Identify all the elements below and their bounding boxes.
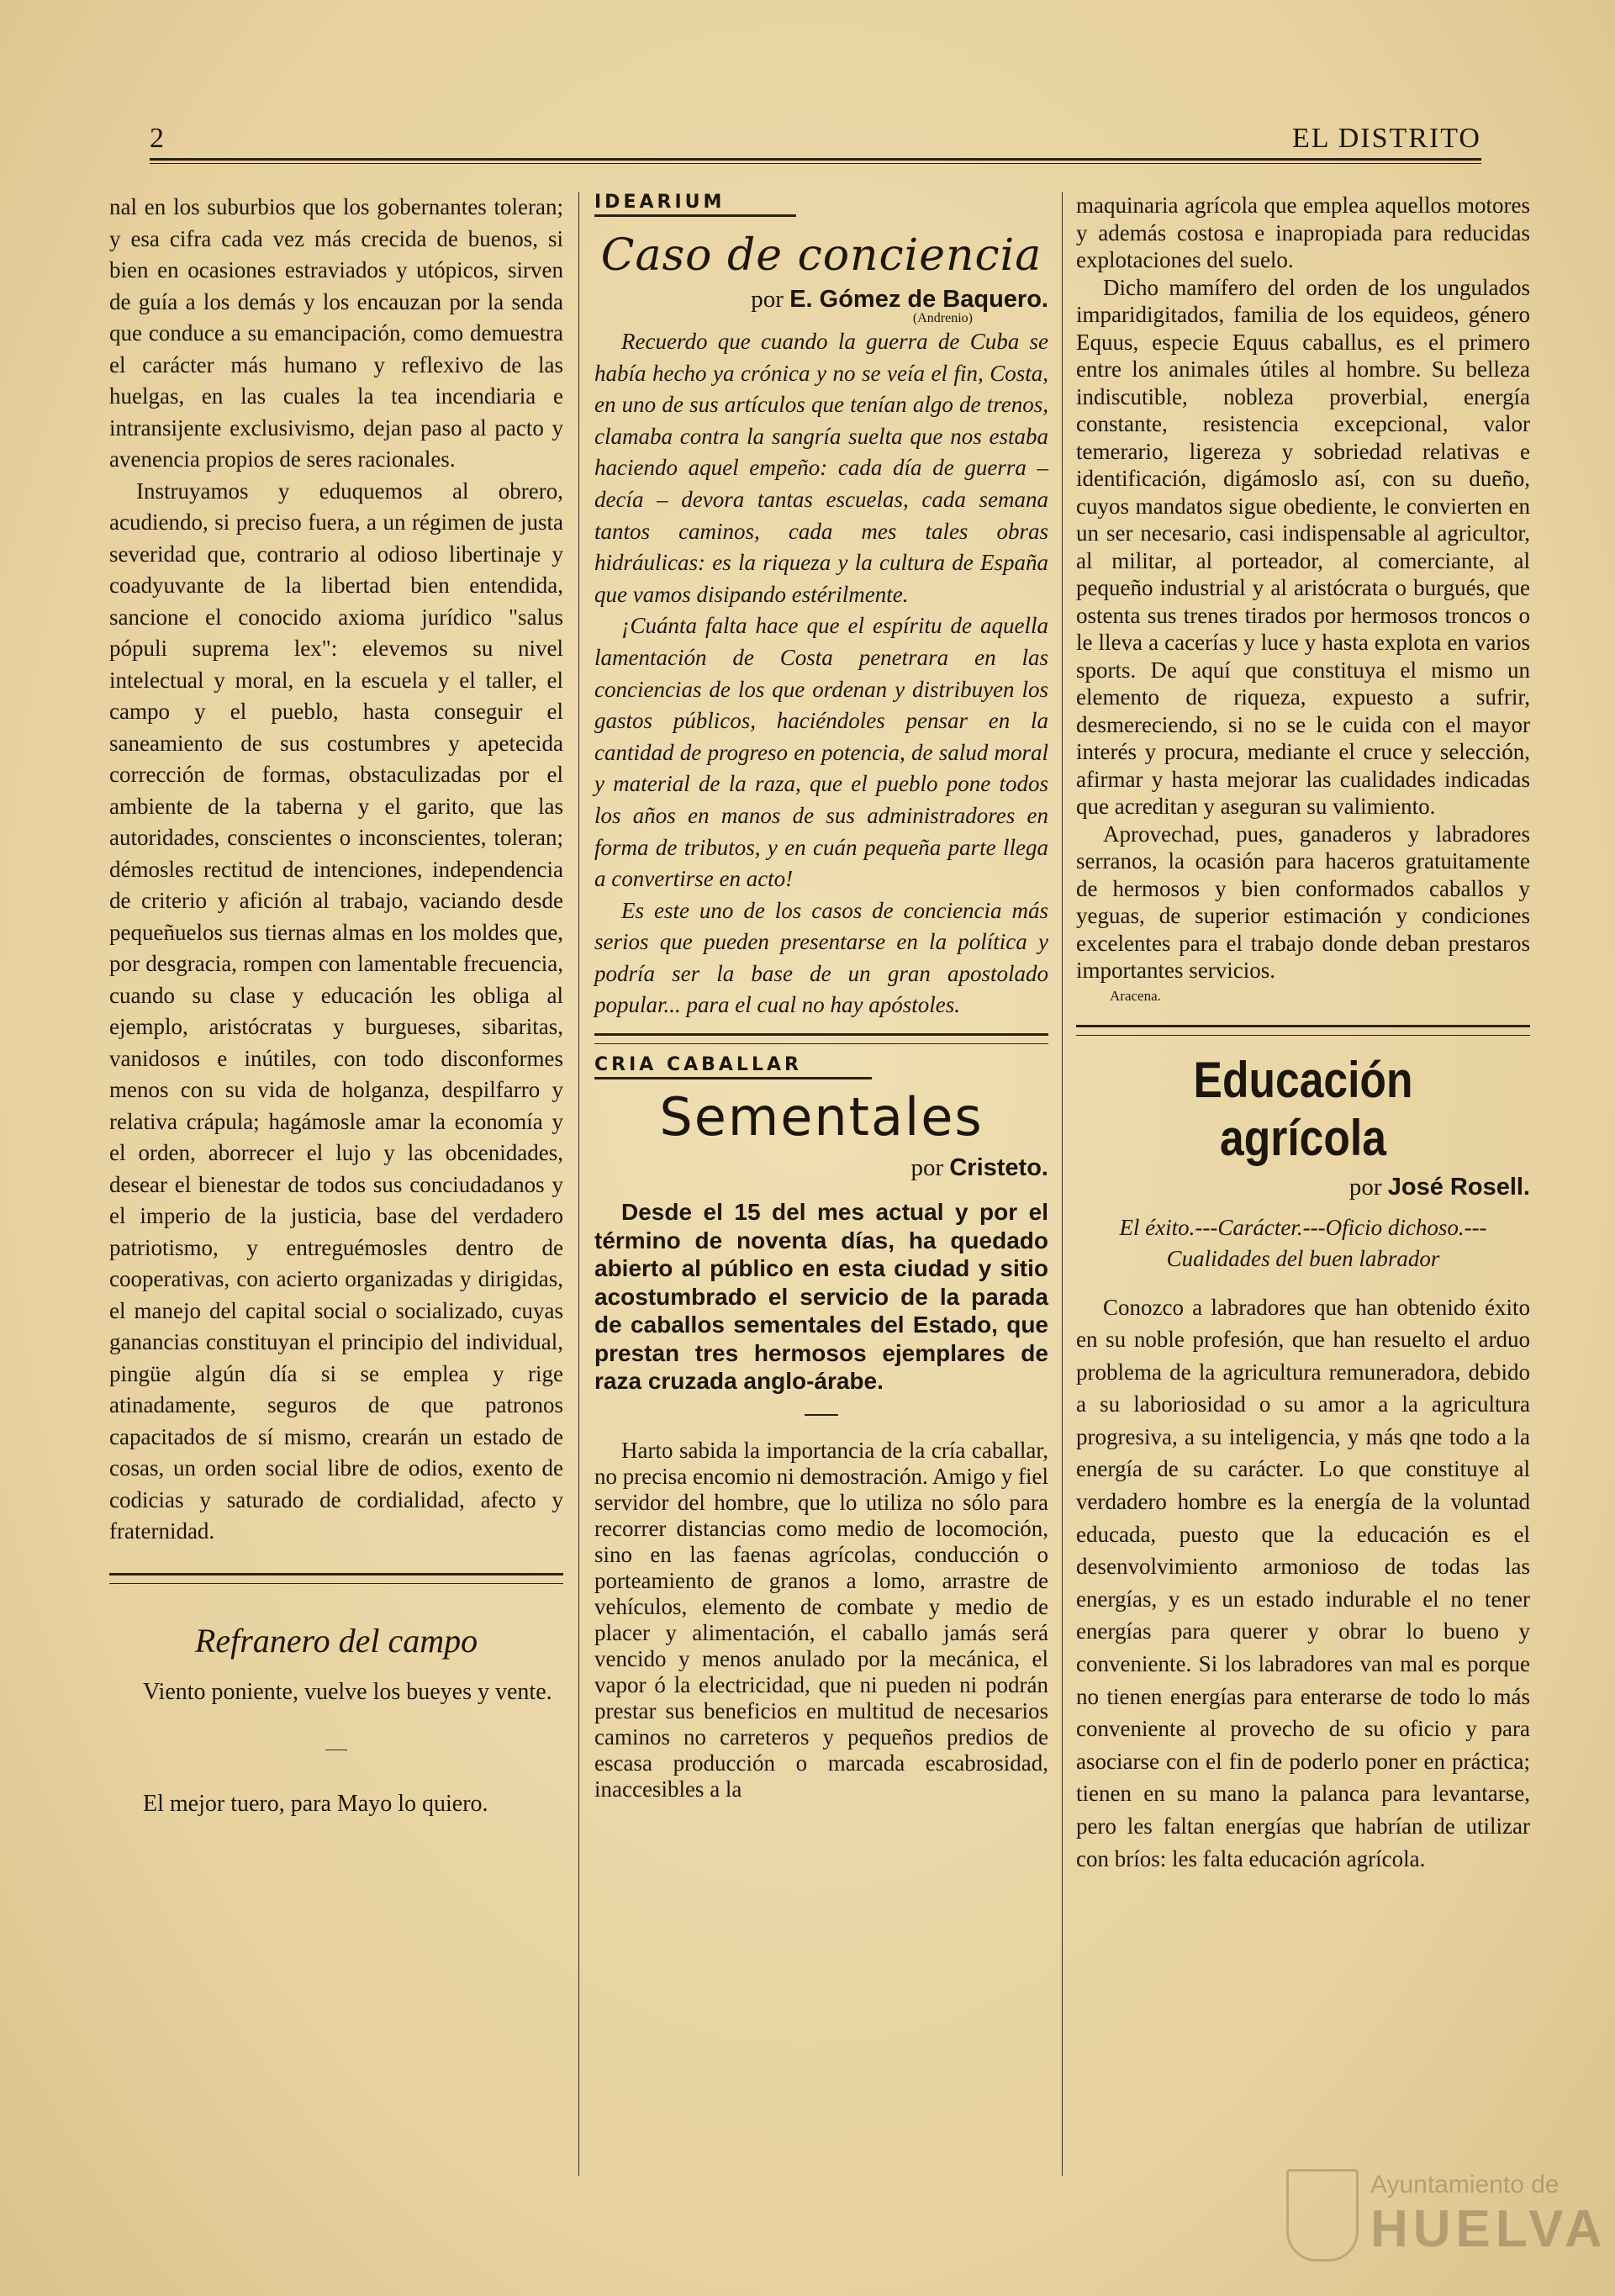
kicker-rule: [594, 1077, 872, 1079]
column-left: [109, 192, 563, 1821]
article-paragraph: Recuerdo que cuando la guerra de Cuba se había hecho ya crónica y no se veía el fin, Costa, en uno de sus artículos que tenían algo de trenos, clamaba contra la sangría suelta que nos estaba haciendo aquel empeño: cada día de guerra – decía – devora tantas escuelas, cada semana tantos caminos, cada mes tales obras hidráulicas: es la riqueza y la cultura de España que vamos disipando estérilmente.: [594, 329, 1048, 607]
article-paragraph: Es este uno de los casos de conciencia más serios que pueden presentarse en la política y podría ser la base de un gran apostolado popular... para el cual no hay apóstoles.: [594, 897, 1048, 1018]
page-number: 2: [150, 123, 164, 154]
author-name: E. Gómez de Baquero.: [789, 286, 1048, 313]
header-rule: [150, 158, 1481, 161]
column-middle: [594, 192, 1048, 1802]
continued-article-text: nal en los suburbios que los gobernantes toleran; y esa cifra cada vez más crecida de buenos, si bien en ocasiones estraviados y utópicos, sirven de guía a los demás y los encauzan por la senda que conduce a su emancipación, como demuestra el carácter más humano y reflexivo de las huelgas, en las cuales la tea incendiaria e intransijente exclusivismo, dejan paso al pacto y avenencia propios de seres racionales.: [109, 194, 563, 472]
article-title-educacion: Educación agrícola: [1193, 1051, 1413, 1166]
kicker-rule: [594, 214, 796, 217]
article-subtitle: El éxito.---Carácter.---Oficio dichoso.--- Cualidades del buen labrador: [1119, 1214, 1487, 1271]
article-signature: Aracena.: [1110, 987, 1161, 1004]
column-right: [1076, 192, 1530, 1875]
article-paragraph: Dicho mamífero del orden de los ungulados imparidigitados, familia de los equideos, género Equus, especie Equus caballus, es el primero entre los animales útiles al hombre. Su belleza indiscutible, nobleza proverbial, energía constante, resistencia excepcional, valor temerario, ligereza y sobriedad relativas e identificación, digámoslo así, con su dueño, cuyos mandatos sigue obediente, le convierten en un ser necesario, casi indispensable al agricultor, al militar, al porteador, al comerciante, al pequeño industrial y al aristócrata o burgués, que ostenta sus trenes tirados por hermosos troncos o le lleva a cacerías y luce y hasta explota en varios sports. De aquí que constituya el mismo un elemento de riqueza, expuesto a sufrir, desmereciendo, si no se le cuida con el mayor interés y procura, mediante el cruce y selección, afirmar y hasta mejorar las cualidades indicadas que acreditan y aseguran su valimiento.: [1076, 274, 1530, 819]
page-header: [150, 123, 1481, 160]
newspaper-name: EL DISTRITO: [1291, 123, 1481, 154]
watermark-line2: HUELVA: [1370, 2200, 1607, 2258]
header-rule-thin: [150, 163, 1481, 164]
author-name: Cristeto.: [949, 1154, 1048, 1182]
byline-prefix: por: [910, 1154, 944, 1182]
byline-sementales: [594, 1153, 1048, 1183]
author-name: José Rosell.: [1387, 1173, 1530, 1201]
article-paragraph: ¡Cuánta falta hace que el espíritu de aquella lamentación de Costa penetrara en las conciencias de los que ordenan y distribuyen los gastos públicos, haciéndoles pensar en la cantidad de progreso en potencia, de salud moral y material de la raza, que el pueblo pone todos los años en manos de sus administradores en forma de tributos, y en cuán pequeña parte llega a convertirse en acto!: [594, 613, 1048, 892]
refranero-title: Refranero del campo: [194, 1621, 478, 1660]
coat-of-arms-icon: [1286, 2169, 1359, 2262]
article-paragraph: maquinaria agrícola que emplea aquellos motores y además costosa e inapropiada para reducidas explotaciones del suelo.: [1076, 193, 1530, 272]
article-title-caso: Caso de conciencia: [600, 230, 1042, 281]
lead-separator: [805, 1414, 838, 1416]
section-divider: [109, 1573, 563, 1584]
byline-caso: [594, 284, 1048, 314]
column-rule: [578, 192, 579, 2176]
refran-2: El mejor tuero, para Mayo lo quiero.: [143, 1790, 488, 1817]
section-kicker-idearium: IDEARIUM: [594, 192, 726, 213]
section-kicker-cria: CRIA CABALLAR: [594, 1054, 802, 1076]
column-rule: [1062, 192, 1063, 2176]
section-divider: [594, 1033, 1048, 1044]
article-lead: Desde el 15 del mes actual y por el término de noventa días, ha quedado abierto al público en esta ciudad y sitio acostumbrado el servicio de la parada de caballos sementales del Estado, que prestan tres hermosos ejemplares de raza cruzada anglo-árabe.: [594, 1199, 1048, 1395]
article-paragraph: Aprovechad, pues, ganaderos y labradores serranos, la ocasión para haceros gratuitamente de hermosos y bien conformados caballos y yeguas, de superior estimación y condiciones excelentes para el trabajo donde deban prestaros importantes servicios.: [1076, 821, 1530, 983]
author-pseudonym: (Andrenio): [912, 311, 973, 325]
article-paragraph: Harto sabida la importancia de la cría caballar, no precisa encomio ni demostración. Amigo y fiel servidor del hombre, que lo utiliza no sólo para recorrer distancias como medio de locomoción, sino en las faenas agrícolas, conducción o porteamiento de granos a lomo, arrastre de vehículos, elemento de combate y medio de placer y alimentación, el caballo jamás será vencido y menos anulado por la mecánica, el vapor ó la electricidad, que ni pueden ni podrán prestar sus beneficios en multitud de necesarios caminos no carreteros y pequeños predios de escasa producción o marcada escabrosidad, inaccesibles a la: [594, 1437, 1048, 1802]
byline-prefix: por: [1348, 1173, 1382, 1201]
article-title-sementales: Sementales: [659, 1086, 984, 1148]
refran-1: Viento poniente, vuelve los bueyes y vente.: [143, 1678, 552, 1705]
article-paragraph: Conozco a labradores que han obtenido éxito en su noble profesión, que han resuelto el arduo problema de la agricultura remuneradora, debido a su laboriosidad o su amor a la agricultura progresiva, a su inteligencia, y más qne todo a la energía de su carácter. Lo que constituye al verdadero hombre es la energía de la voluntad educada, puesto que la educación es el desenvolvimiento armonioso de todas las energías, y es un estado indurable el no tener energías para querer y obrar lo bueno y conveniente. Si los labradores van mal es porque no tienen energías para enterarse de todo lo más conveniente al provecho de su oficio y para asociarse con el fin de poderlo poner en práctica; tienen en su mano la palanca para levantarse, pero les faltan energías que habrían de utilizar con bríos: les falta educación agrícola.: [1076, 1294, 1530, 1871]
section-divider: [1076, 1025, 1530, 1036]
archive-watermark: [1286, 2161, 1607, 2270]
byline-prefix: por: [751, 286, 784, 313]
byline-educacion: [1076, 1172, 1530, 1202]
article-paragraph: Instruyamos y eduquemos al obrero, acudiendo, si preciso fuera, a un régimen de justa severidad que, contrario al odioso libertinaje y coadyuvante de la libertad bien entendida, sancione el conocido axioma jurídico "salus pópuli suprema lex": elevemos su nivel intelectual y moral, en la escuela y el taller, el campo y el pueblo, hasta conseguir el saneamiento de sus costumbres y apetecida corrección de formas, obstaculizadas por el ambiente de la taberna y el garito, que las autoridades, conscientes o inconscientes, toleran; démosles rectitud de intenciones, independencia de criterio y afición al trabajo, vaciando desde pequeñuelos sus tiernas almas en los moldes que, por desgracia, rompen con lamentable frecuencia, cuando su clase y educación les obliga al ejemplo, aristócratas y burgueses, sibaritas, vanidosos e inútiles, con todo disconformes menos con su vida de holganza, despilfarro y relativa crápula; hagámosle amar la economía y el orden, aborrecer el lujo y las obcenidades, desear el bienestar de todos sus conciudadanos y el imperio de la justicia, base del verdadero patriotismo, y entreguémosles dentro de cooperativas, con acierto organizadas y dirigidas, el manejo del capital social o socializado, cuyas ganancias constituyan el principio del individual, pingüe algún día si se emplea y rige atinadamente, seguros de que patronos capacitados de sí mismo, crearán un estado de cosas, un orden social libre de odios, exento de codicias y saturado de cordialidad, afecto y fraternidad.: [109, 478, 563, 1544]
watermark-line1: Ayuntamiento de: [1370, 2171, 1560, 2198]
